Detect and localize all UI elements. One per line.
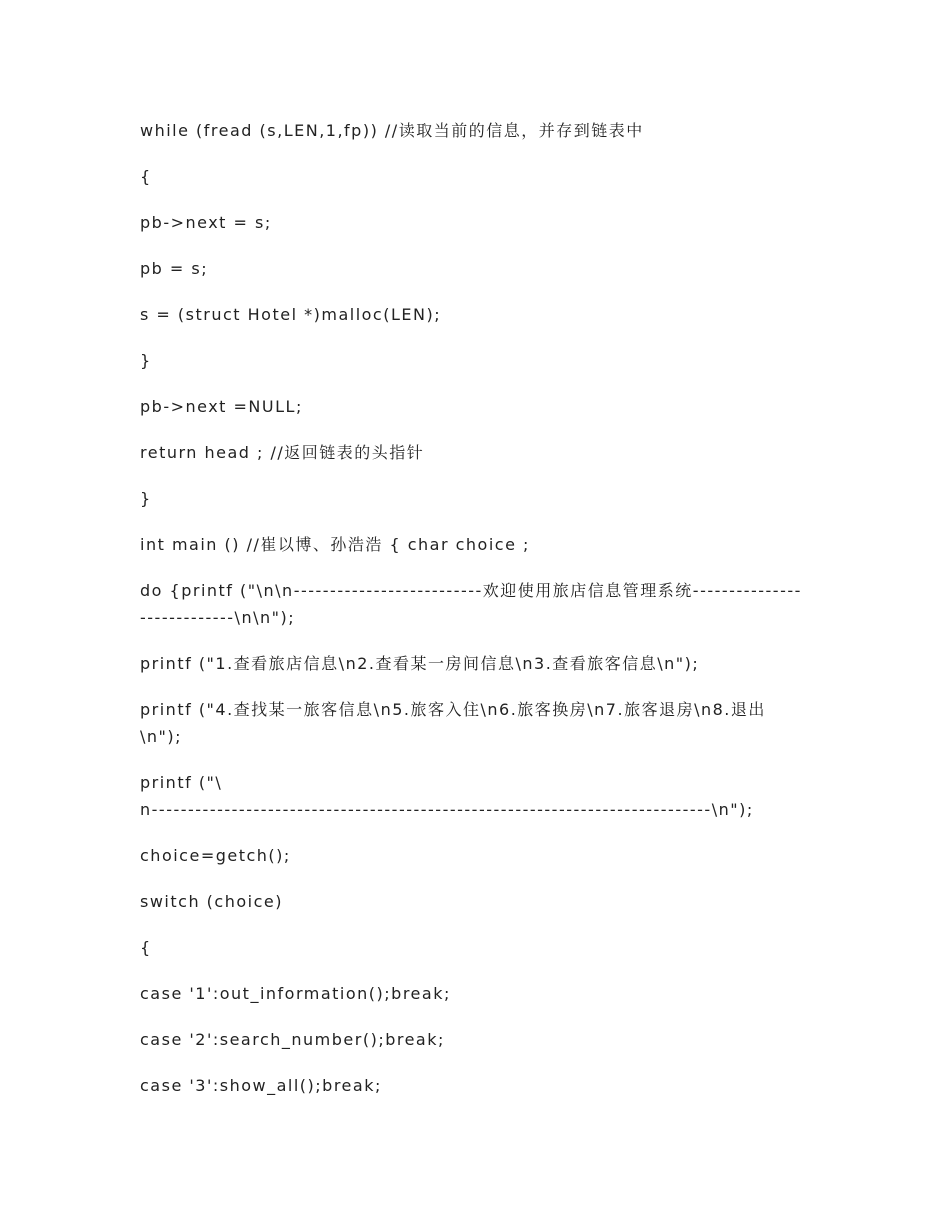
code-line-printf-separator [140, 769, 805, 823]
code-line-case-2: case '2':search_number();break; [140, 1030, 445, 1049]
code-line-getch: choice=getch(); [140, 846, 291, 865]
code-line-pb-null: pb->next =NULL; [140, 397, 303, 416]
code-line-while: while (fread (s,LEN,1,fp)) //读取当前的信息，并存到链表中 [140, 121, 644, 140]
code-line-case-3: case '3':show_all();break; [140, 1076, 382, 1095]
code-line-printf-menu-1: printf ("1.查看旅店信息\n2.查看某一房间信息\n3.查看旅客信息\n"); [140, 654, 700, 673]
code-line-open-brace: { [140, 167, 152, 186]
code-line-close-brace: } [140, 351, 152, 370]
code-line-printf-welcome: do {printf ("\n\n--------------------------欢迎使用旅店信息管理系统----------------------------\n\n"); [140, 581, 802, 627]
printf-separator-start: printf ("\ [140, 773, 223, 792]
code-listing [140, 117, 805, 1118]
code-line-close-brace-2: } [140, 489, 152, 508]
code-line-return-head: return head ; //返回链表的头指针 [140, 443, 425, 462]
code-line-switch: switch (choice) [140, 892, 283, 911]
code-line-open-brace-3: { [140, 938, 152, 957]
code-line-malloc: s = (struct Hotel *)malloc(LEN); [140, 305, 442, 324]
code-line-case-1: case '1':out_information();break; [140, 984, 451, 1003]
code-line-int-main: int main () //崔以博、孙浩浩 { char choice ; [140, 535, 530, 554]
code-line-pb-next: pb->next = s; [140, 213, 272, 232]
code-line-pb-assign: pb = s; [140, 259, 209, 278]
printf-separator-dashes: n-----------------------------------------------------------------------------\n"); [140, 800, 754, 819]
code-line-printf-menu-2: printf ("4.查找某一旅客信息\n5.旅客入住\n6.旅客换房\n7.旅客退房\n8.退出\n"); [140, 700, 766, 746]
